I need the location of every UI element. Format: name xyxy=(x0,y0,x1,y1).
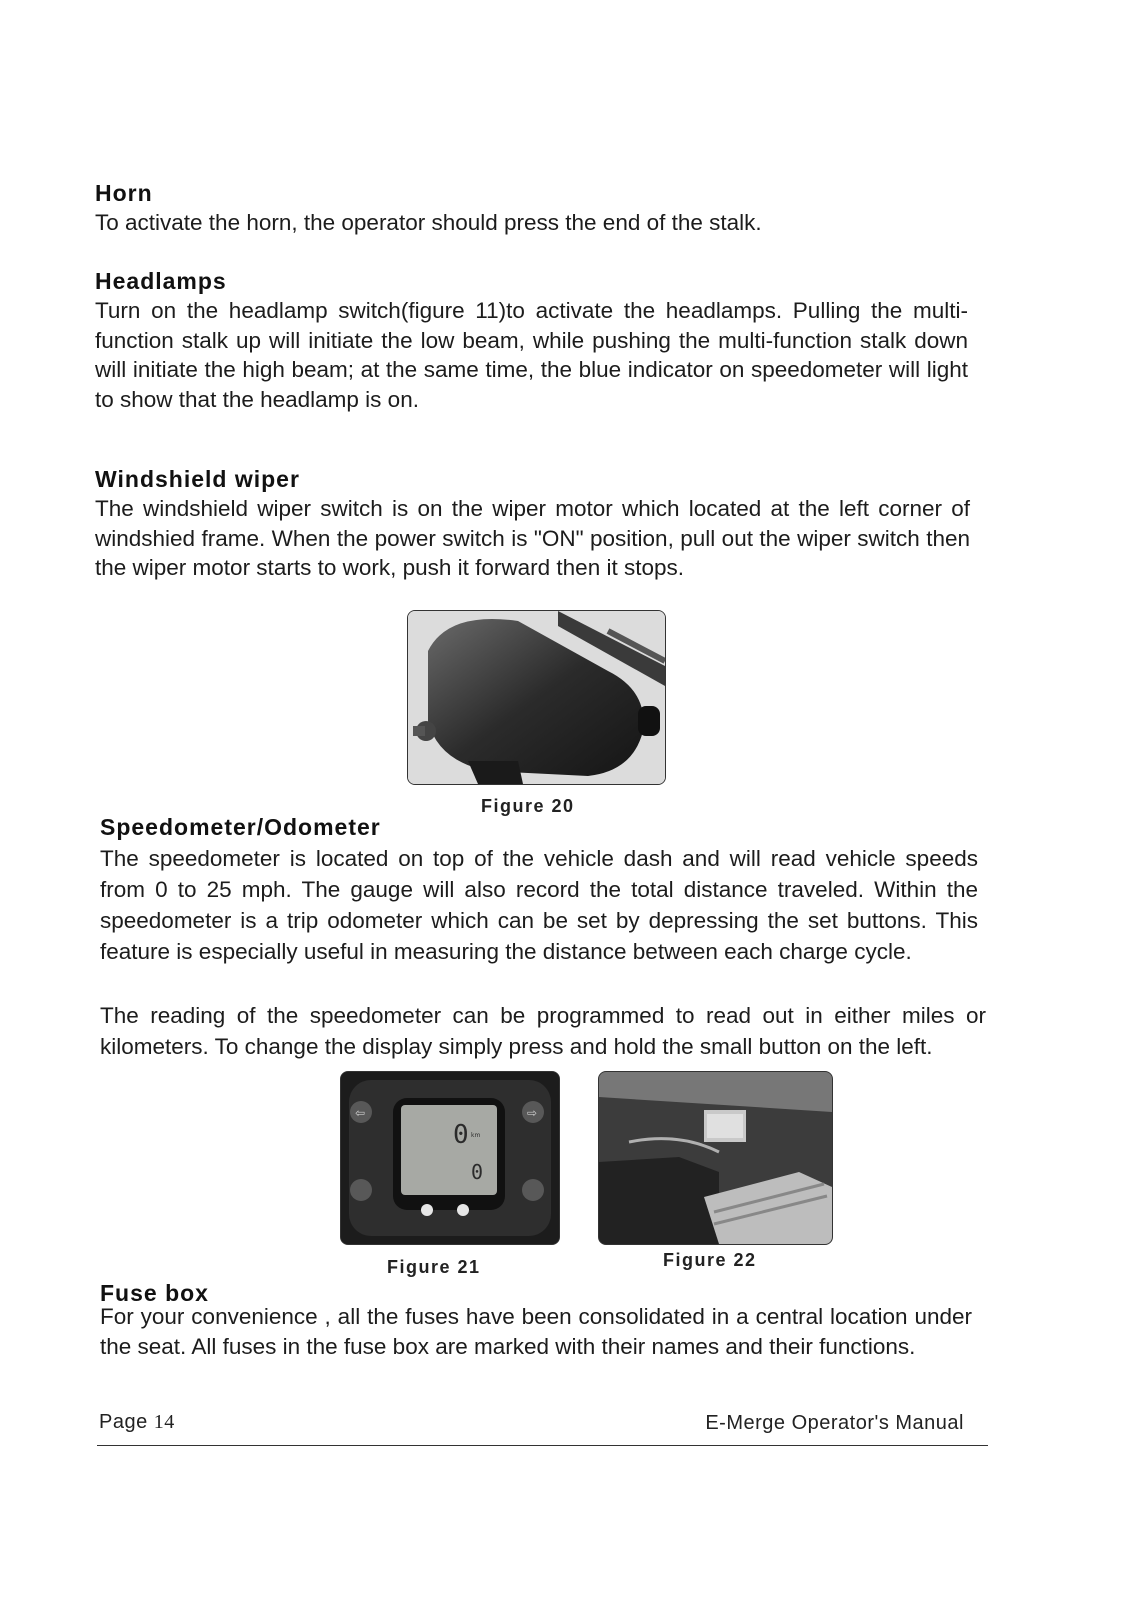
figure-20-image xyxy=(407,610,666,785)
headlamps-heading: Headlamps xyxy=(95,268,227,294)
figure-22-caption: Figure 22 xyxy=(663,1250,757,1270)
page-label: Page xyxy=(99,1411,148,1433)
horn-heading: Horn xyxy=(95,180,153,206)
fusebox-heading: Fuse box xyxy=(100,1280,209,1306)
manual-title: E-Merge Operator's Manual xyxy=(705,1412,964,1434)
lcd-unit: km xyxy=(471,1132,481,1139)
figure-21-image xyxy=(340,1071,560,1245)
fusebox-text: For your convenience , all the fuses have been consolidated in a central location under the seat. All fuses in the fuse box are marked with their names and their functions. xyxy=(100,1304,972,1359)
page-number xyxy=(99,1411,175,1434)
horn-text: To activate the horn, the operator should press the end of the stalk. xyxy=(95,210,762,235)
wiper-heading: Windshield wiper xyxy=(95,466,300,492)
figure-20-caption: Figure 20 xyxy=(481,796,575,816)
svg-text:⇦: ⇦ xyxy=(355,1106,366,1120)
wiper-motor-photo-icon xyxy=(408,611,665,784)
speedometer-text-2: The reading of the speedometer can be programmed to read out in either miles or kilometers. To change the display simply press and hold the small button on the left. xyxy=(100,1003,986,1059)
speedometer-heading: Speedometer/Odometer xyxy=(100,814,381,840)
figure-21-caption: Figure 21 xyxy=(387,1257,481,1277)
lcd-bottom-value: 0 xyxy=(471,1160,484,1184)
headlamps-text: Turn on the headlamp switch(figure 11)to activate the headlamps. Pulling the multi-function stalk up will initiate the low beam, while pushing the multi-function stalk down will initiate the high beam; at the same time, the blue indicator on speedometer will light to show that the headlamp is on. xyxy=(95,298,968,412)
speedometer-text-1: The speedometer is located on top of the vehicle dash and will read vehicle speeds from 0 to 25 mph. The gauge will also record the total distance traveled. Within the speedometer is a trip odometer which can be set by depressing the set buttons. This feature is especially useful in measuring the distance between each charge cycle. xyxy=(100,846,978,964)
wiper-text: The windshield wiper switch is on the wiper motor which located at the left corner of windshied frame. When the power switch is "ON" position, pull out the wiper switch then the wiper motor starts to work, push it forward then it stops. xyxy=(95,496,970,580)
figure-22-image xyxy=(598,1071,833,1245)
fuse-box-photo-icon xyxy=(599,1072,832,1244)
footer-divider xyxy=(97,1445,988,1446)
speedometer-photo-icon xyxy=(341,1072,559,1244)
svg-text:⇨: ⇨ xyxy=(527,1106,538,1120)
lcd-top-value: 0 xyxy=(453,1120,469,1150)
page-number-value: 14 xyxy=(153,1411,175,1433)
